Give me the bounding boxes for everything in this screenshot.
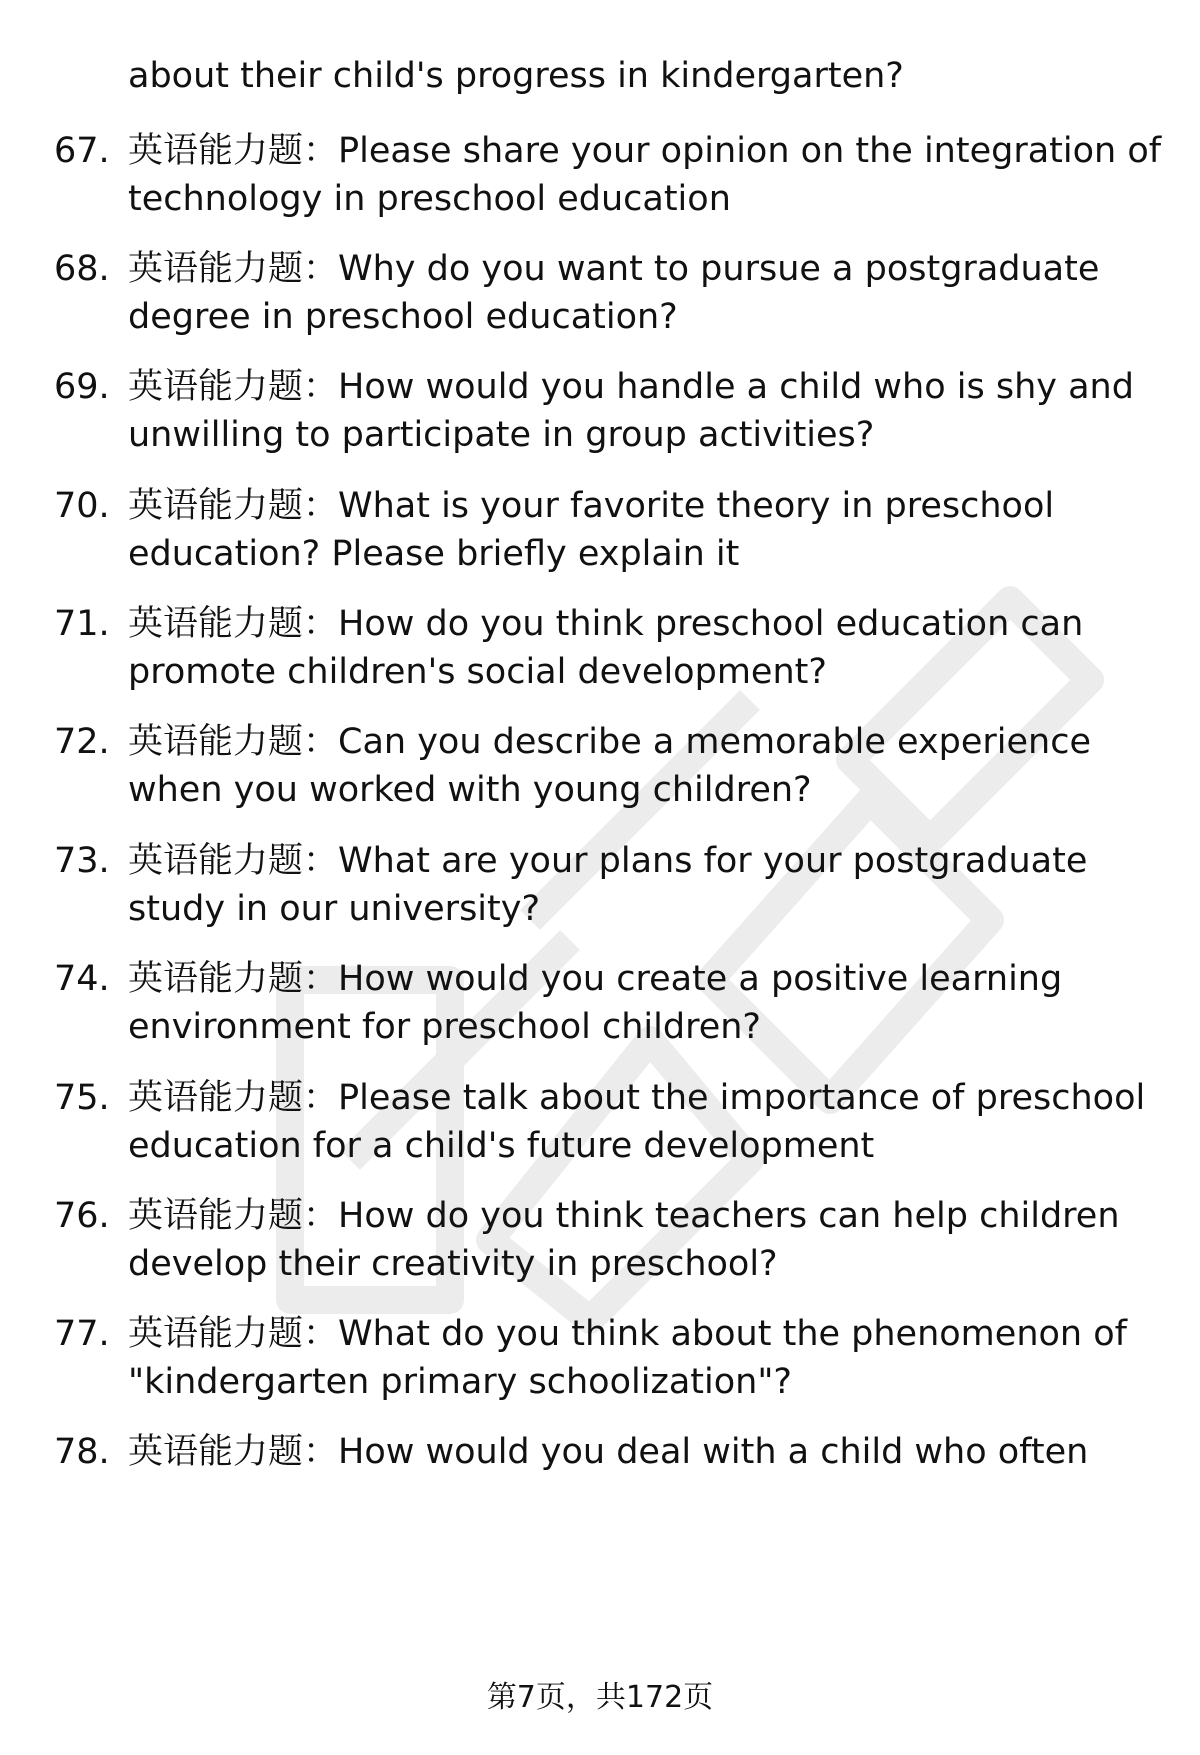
question-number: 69.	[54, 367, 110, 407]
question-text	[128, 363, 1168, 459]
question-text	[128, 482, 1168, 578]
question-text	[128, 1192, 1168, 1288]
question-line: develop their creativity in preschool?	[128, 1244, 778, 1284]
question-line: 英语能力题：What do you think about the phenomenon of	[128, 1314, 1127, 1354]
question-line: technology in preschool education	[128, 179, 731, 219]
question-line: 英语能力题：Please talk about the importance of preschool	[128, 1078, 1146, 1118]
question-line: about their child's progress in kindergarten?	[128, 56, 904, 96]
question-text	[128, 127, 1168, 223]
question-line: 英语能力题：What are your plans for your postgraduate	[128, 841, 1088, 881]
question-number: 67.	[54, 131, 110, 171]
question-number: 72.	[54, 722, 110, 762]
question-line: study in our university?	[128, 889, 541, 929]
question-number: 70.	[54, 486, 110, 526]
page-number: 第7页，共172页	[486, 1680, 714, 1715]
question-number: 71.	[54, 604, 110, 644]
question-number: 75.	[54, 1078, 110, 1118]
question-line: promote children's social development?	[128, 652, 827, 692]
question-text	[128, 837, 1168, 933]
question-line: "kindergarten primary schoolization"?	[128, 1362, 792, 1402]
question-number: 76.	[54, 1196, 110, 1236]
question-line: 英语能力题：Why do you want to pursue a postgraduate	[128, 249, 1100, 289]
question-line: degree in preschool education?	[128, 297, 678, 337]
question-line: education? Please briefly explain it	[128, 534, 740, 574]
question-line: 英语能力题：How do you think teachers can help children	[128, 1196, 1120, 1236]
question-line: 英语能力题：How would you deal with a child who often	[128, 1432, 1089, 1472]
question-line: unwilling to participate in group activities?	[128, 415, 875, 455]
question-text	[128, 245, 1168, 341]
question-number: 77.	[54, 1314, 110, 1354]
question-number: 78.	[54, 1432, 110, 1472]
question-line: when you worked with young children?	[128, 770, 812, 810]
question-text	[128, 955, 1168, 1051]
question-text	[128, 1428, 1168, 1476]
question-line: education for a child's future development	[128, 1126, 875, 1166]
question-number: 73.	[54, 841, 110, 881]
question-line: 英语能力题：What is your favorite theory in preschool	[128, 486, 1055, 526]
question-line: 英语能力题：Can you describe a memorable experience	[128, 722, 1091, 762]
question-line: 英语能力题：How would you create a positive learning	[128, 959, 1063, 999]
question-text	[128, 600, 1168, 696]
question-text	[128, 718, 1168, 814]
question-line: 英语能力题：Please share your opinion on the integration of	[128, 131, 1162, 171]
question-line: environment for preschool children?	[128, 1007, 761, 1047]
question-number: 68.	[54, 249, 110, 289]
question-text	[128, 1074, 1168, 1170]
question-text	[128, 52, 1168, 100]
question-line: 英语能力题：How do you think preschool education can	[128, 604, 1084, 644]
question-text	[128, 1310, 1168, 1406]
question-line: 英语能力题：How would you handle a child who is shy and	[128, 367, 1134, 407]
question-number: 74.	[54, 959, 110, 999]
